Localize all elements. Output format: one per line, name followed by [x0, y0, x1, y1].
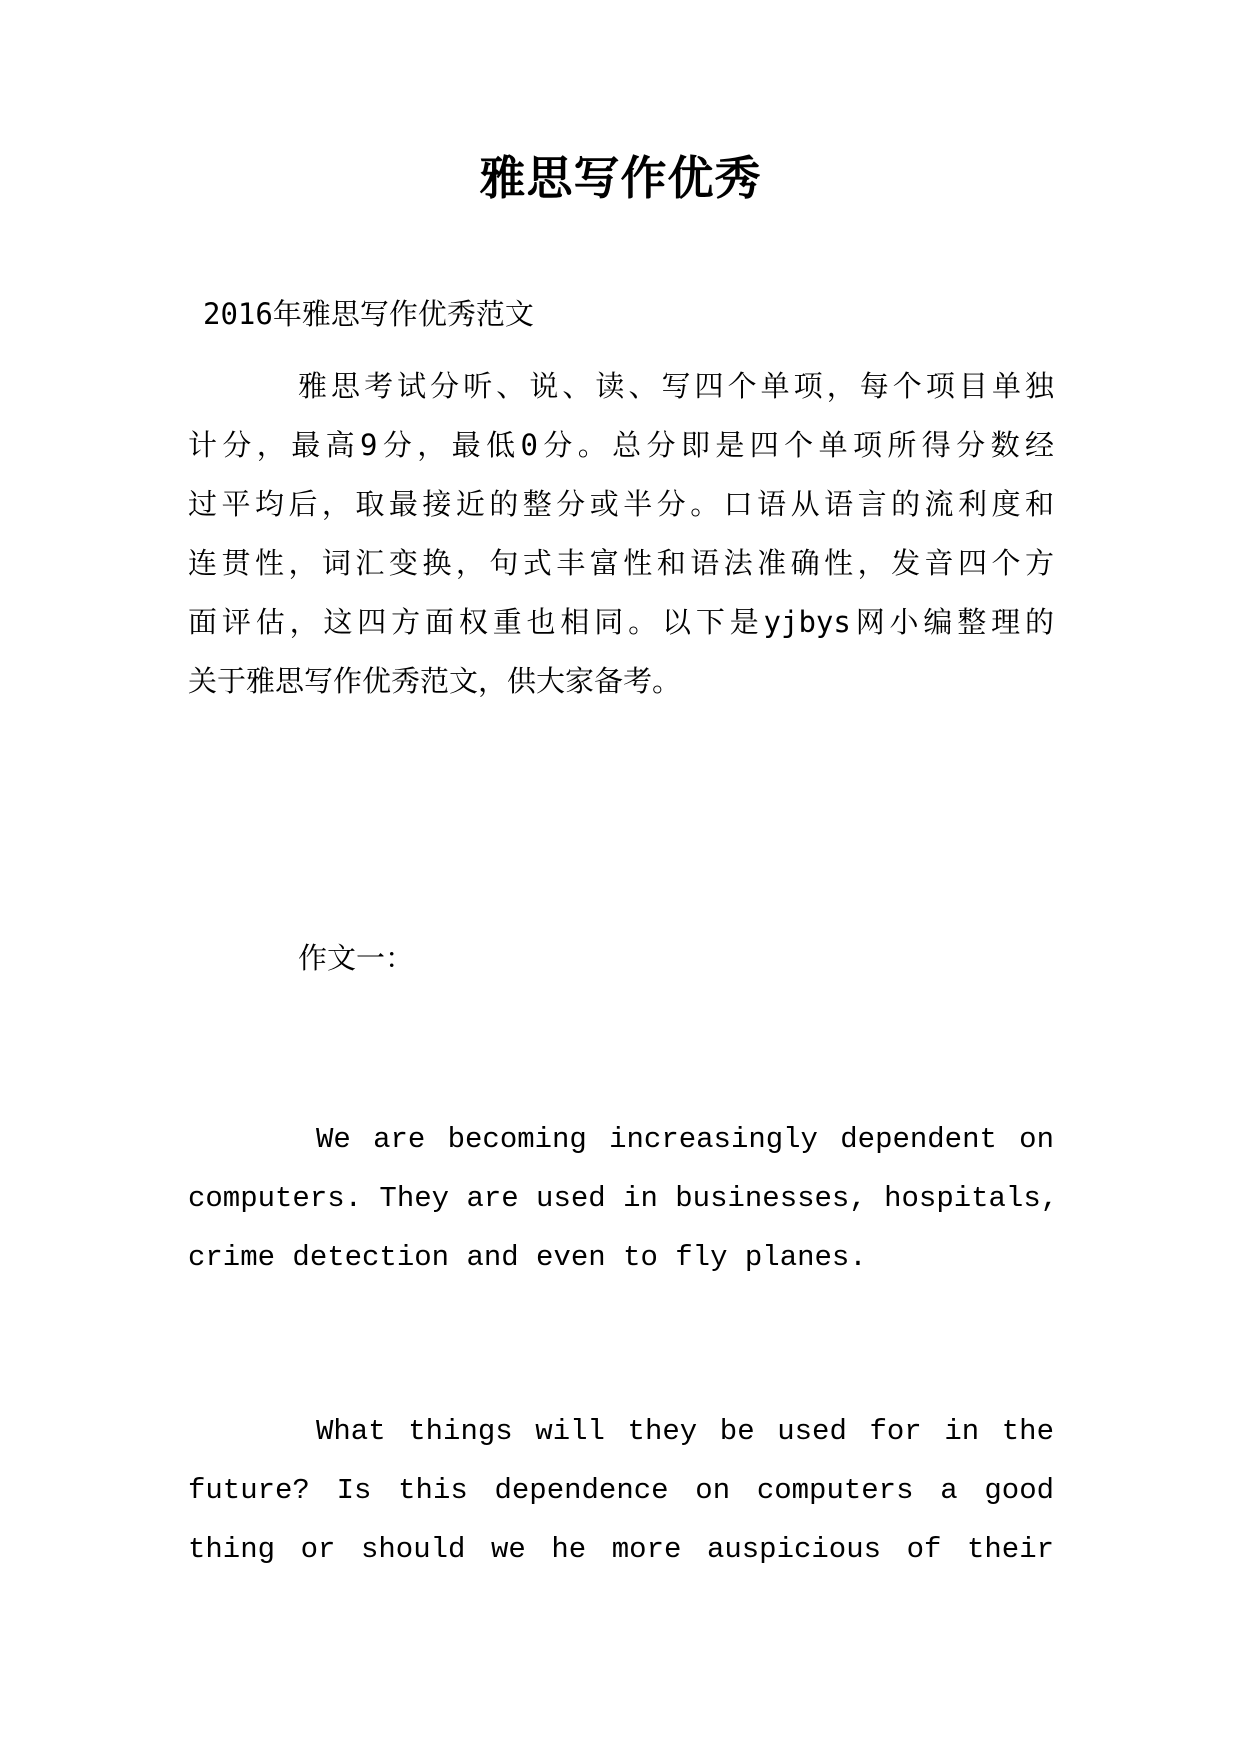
intro-paragraph — [188, 357, 1054, 711]
intro-line: 关于雅思写作优秀范文，供大家备考。 — [188, 664, 682, 698]
paragraph-line: crime detection and even to fly planes. — [188, 1241, 867, 1274]
intro-line: 面评估，这四方面权重也相同。以下是yjbys网小编整理的 — [188, 605, 1054, 639]
document-subtitle: 2016年雅思写作优秀范文 — [203, 297, 534, 331]
essay-heading: 作文一： — [298, 941, 415, 975]
paragraph-line: What things will they be used for in the — [316, 1415, 1054, 1448]
paragraph-line: We are becoming increasingly dependent on — [316, 1123, 1054, 1156]
paragraph-line: computers. They are used in businesses, hospitals, — [188, 1182, 1059, 1215]
essay-paragraph-1 — [188, 1110, 1059, 1287]
intro-line: 雅思考试分听、说、读、写四个单项，每个项目单独 — [298, 369, 1054, 403]
paragraph-line: thing or should we he more auspicious of their — [188, 1533, 1054, 1566]
paragraph-line: future? Is this dependence on computers a good — [188, 1474, 1054, 1507]
document-title: 雅思写作优秀 — [479, 151, 762, 205]
intro-line: 过平均后，取最接近的整分或半分。口语从语言的流利度和 — [188, 487, 1054, 521]
essay-paragraph-2 — [188, 1402, 1054, 1579]
intro-line: 计分，最高9分，最低0分。总分即是四个单项所得分数经 — [188, 428, 1054, 462]
intro-line: 连贯性，词汇变换，句式丰富性和语法准确性，发音四个方 — [188, 546, 1054, 580]
